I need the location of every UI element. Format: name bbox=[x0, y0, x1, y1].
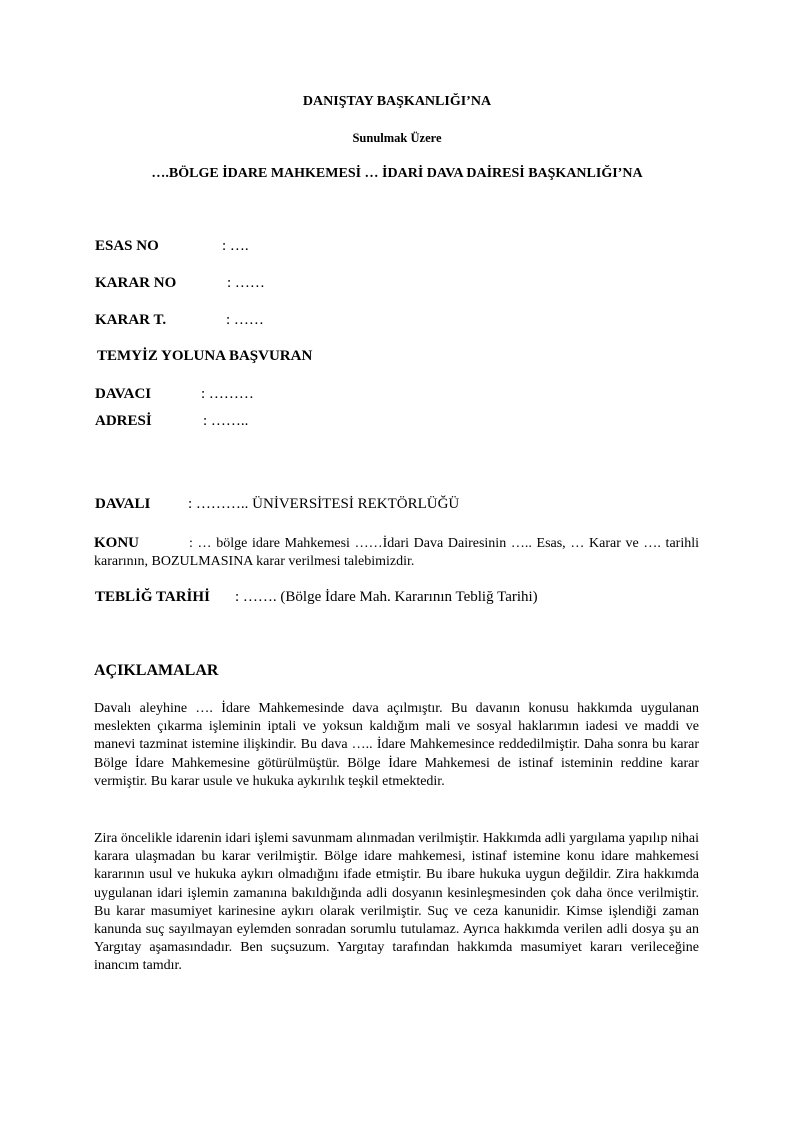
addressee-title: DANIŞTAY BAŞKANLIĞI’NA bbox=[302, 94, 492, 109]
teblig-field bbox=[95, 589, 538, 606]
konu-value: : … bölge idare Mahkemesi ……İdari Dava Dairesinin ….. Esas, … Karar ve …. tarihli kararının, BOZULMASINA karar verilmesi talebimizdir. bbox=[94, 536, 699, 570]
teblig-value: : ……. (Bölge İdare Mah. Kararının Tebliğ Tarihi) bbox=[235, 589, 538, 605]
esas-no-value: : …. bbox=[222, 238, 249, 254]
court-title: ….BÖLGE İDARE MAHKEMESİ … İDARİ DAVA DAİRESİ BAŞKANLIĞI’NA bbox=[151, 166, 643, 181]
karar-tarihi-field bbox=[95, 312, 264, 329]
submission-note: Sunulmak Üzere bbox=[352, 131, 442, 145]
temyiz-label: TEMYİZ YOLUNA BAŞVURAN bbox=[97, 348, 313, 364]
karar-no-field bbox=[95, 275, 265, 292]
esas-no-label: ESAS NO bbox=[95, 238, 159, 254]
konu-label: KONU bbox=[94, 535, 139, 551]
esas-no-field bbox=[95, 238, 249, 255]
karar-tarihi-label: KARAR T. bbox=[95, 312, 167, 328]
davali-field bbox=[95, 496, 459, 513]
aciklamalar-paragraph-1: Davalı aleyhine …. İdare Mahkemesinde dava açılmıştır. Bu davanın konusu hakkımda uygulanan meslekten çıkarma işleminin iptali ve yoksun kaldığım mali ve sosyal haklarımın iadesi ve maddi ve manevi tazminat istemine ilişkindir. Bu dava ….. İdare Mahkemesince reddedilmiştir. Daha sonra bu karar Bölge İdare Mahkemesine götürülmüştür. Bölge İdare Mahkemesi de istinaf isteminin reddine karar vermiştir. Bu karar usule ve hukuka aykırılık teşkil etmektedir. bbox=[94, 701, 699, 789]
karar-tarihi-value: : …… bbox=[226, 312, 264, 328]
davaci-label: DAVACI bbox=[95, 386, 152, 402]
aciklamalar-title: AÇIKLAMALAR bbox=[94, 662, 219, 679]
davaci-field bbox=[95, 386, 254, 403]
adresi-value: : …….. bbox=[203, 413, 249, 429]
karar-no-value: : …… bbox=[227, 275, 265, 291]
davali-value: : ……….. ÜNİVERSİTESİ REKTÖRLÜĞÜ bbox=[188, 496, 460, 512]
davaci-value: : ……… bbox=[201, 386, 254, 402]
davali-label: DAVALI bbox=[95, 496, 151, 512]
teblig-label: TEBLİĞ TARİHİ bbox=[95, 589, 210, 605]
konu-field bbox=[94, 534, 699, 571]
karar-no-label: KARAR NO bbox=[95, 275, 177, 291]
temyiz-heading bbox=[97, 348, 312, 365]
adresi-label: ADRESİ bbox=[95, 413, 152, 429]
aciklamalar-paragraph-2: Zira öncelikle idarenin idari işlemi savunmam alınmadan verilmiştir. Hakkımda adli yargılama yapılıp nihai karara ulaşmadan bu karar verilmiştir. Bölge idare mahkemesi, istinaf istemine konu idare mahkemesi kararının usul ve hukuka aykırı olmadığını ifade etmiştir. Bu ibare hukuka uygun değildir. Zira hakkımda uygulanan idari işlemin zamanına bakıldığında adli dosyanın kesinleşmesinden çok daha önce verilmiştir. Bu karar masumiyet karinesine aykırı olarak verilmiştir. Suç ve ceza kanunidir. Kimse işlendiği zaman kanunda suç sayılmayan eylemden sonradan sorumlu tutulamaz. Ayrıca hakkımda verilen adli dosya şu an Yargıtay aşamasındadır. Ben suçsuzum. Yargıtay tarafından hakkımda masumiyet kararı verileceğine inancım tamdır. bbox=[94, 831, 699, 974]
adresi-field bbox=[95, 413, 248, 430]
